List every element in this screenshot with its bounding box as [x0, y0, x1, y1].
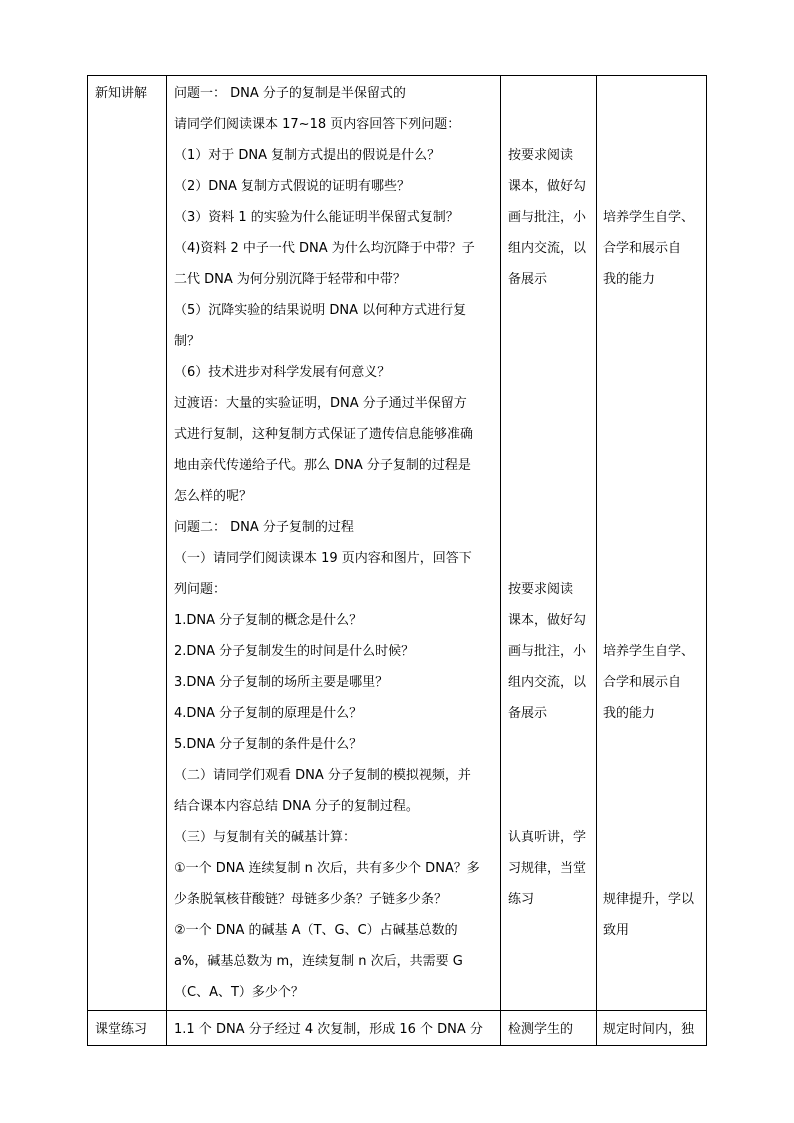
- column-divider: [500, 76, 501, 1045]
- content-line: （1）对于 DNA 复制方式提出的假说是什么？: [174, 148, 441, 163]
- content-line: 问题二： DNA 分子复制的过程: [174, 520, 354, 535]
- content-line: （3）资料 1 的实验为什么能证明半保留式复制？: [174, 210, 459, 225]
- content-line: 过渡语：大量的实验证明，DNA 分子通过半保留方: [174, 396, 467, 411]
- cell-line: 备展示: [508, 272, 548, 287]
- cell-line: 画与批注，小: [508, 210, 587, 225]
- student-activity-3: [508, 822, 593, 915]
- cell-line: 我的能力: [603, 272, 656, 287]
- content-line: 地由亲代传递给子代。那么 DNA 分子复制的过程是: [174, 458, 471, 473]
- design-intent-2: [603, 636, 703, 729]
- content-line: 请同学们阅读课本 17~18 页内容回答下列问题：: [174, 117, 461, 132]
- design-intent-1: [603, 202, 703, 295]
- cell-line: 习规律，当堂: [508, 861, 587, 876]
- content-line: 怎么样的呢？: [174, 489, 253, 504]
- content-line: ①一个 DNA 连续复制 n 次后，共有多少个 DNA？多: [174, 861, 480, 876]
- content-line: （二）请同学们观看 DNA 分子复制的模拟视频，并: [174, 768, 471, 783]
- column-divider: [596, 76, 597, 1045]
- content-line: 少条脱氧核苷酸链？母链多少条？子链多少条？: [174, 892, 448, 907]
- content-line: 5.DNA 分子复制的条件是什么？: [174, 737, 363, 752]
- content-line: （C、A、T）多少个？: [174, 985, 304, 1000]
- cell-line: 培养学生自学、: [603, 644, 695, 659]
- cell-line: 认真听讲，学: [508, 830, 587, 845]
- content-line: 2.DNA 分子复制发生的时间是什么时候？: [174, 644, 415, 659]
- content-line: （5）沉降实验的结果说明 DNA 以何种方式进行复: [174, 303, 467, 318]
- column-divider: [166, 76, 167, 1045]
- content-line: 问题一： DNA 分子的复制是半保留式的: [174, 86, 406, 101]
- cell-line: 课本，做好勾: [508, 179, 587, 194]
- cell-line: 按要求阅读: [508, 148, 574, 163]
- cell-line: 课本，做好勾: [508, 613, 587, 628]
- cell-line: 画与批注，小: [508, 644, 587, 659]
- row-label-classroom-practice: 课堂练习: [95, 1022, 148, 1037]
- content-line: （一）请同学们阅读课本 19 页内容和图片，回答下: [174, 551, 472, 566]
- cell-line: 按要求阅读: [508, 582, 574, 597]
- student-activity-2: [508, 574, 593, 729]
- student-activity-1: [508, 140, 593, 295]
- cell-line: 组内交流，以: [508, 241, 587, 256]
- row-label-new-knowledge: 新知讲解: [95, 86, 148, 101]
- content-line: 二代 DNA 为何分别沉降于轻带和中带？: [174, 272, 406, 287]
- content-line: ②一个 DNA 的碱基 A（T、G、C）占碱基总数的: [174, 923, 458, 938]
- row-divider: [88, 1010, 706, 1011]
- practice-content: 1.1 个 DNA 分子经过 4 次复制，形成 16 个 DNA 分: [174, 1022, 483, 1037]
- cell-line: 我的能力: [603, 706, 656, 721]
- practice-design-intent: 规定时间内，独: [603, 1022, 695, 1037]
- practice-student-activity: 检测学生的: [508, 1022, 574, 1037]
- content-line: 列问题：: [174, 582, 227, 597]
- cell-line: 规律提升，学以: [603, 892, 695, 907]
- content-line: 1.DNA 分子复制的概念是什么？: [174, 613, 363, 628]
- cell-line: 组内交流，以: [508, 675, 587, 690]
- content-line: 制？: [174, 334, 201, 349]
- content-line: a%，碱基总数为 m，连续复制 n 次后，共需要 G: [174, 954, 463, 969]
- content-line: 4.DNA 分子复制的原理是什么？: [174, 706, 363, 721]
- design-intent-3: [603, 884, 703, 946]
- content-line: （4)资料 2 中子一代 DNA 为什么均沉降于中带？子: [174, 241, 475, 256]
- teaching-content: [174, 78, 500, 1008]
- content-line: （2）DNA 复制方式假说的证明有哪些？: [174, 179, 411, 194]
- cell-line: 备展示: [508, 706, 548, 721]
- content-line: （三）与复制有关的碱基计算：: [174, 830, 357, 845]
- cell-line: 致用: [603, 923, 630, 938]
- content-line: 结合课本内容总结 DNA 分子的复制过程。: [174, 799, 419, 814]
- cell-line: 培养学生自学、: [603, 210, 695, 225]
- content-line: 式进行复制，这种复制方式保证了遗传信息能够准确: [174, 427, 474, 442]
- cell-line: 合学和展示自: [603, 675, 682, 690]
- content-line: 3.DNA 分子复制的场所主要是哪里？: [174, 675, 389, 690]
- cell-line: 合学和展示自: [603, 241, 682, 256]
- lesson-plan-table: [87, 75, 707, 1046]
- content-line: （6）技术进步对科学发展有何意义？: [174, 365, 391, 380]
- cell-line: 练习: [508, 892, 535, 907]
